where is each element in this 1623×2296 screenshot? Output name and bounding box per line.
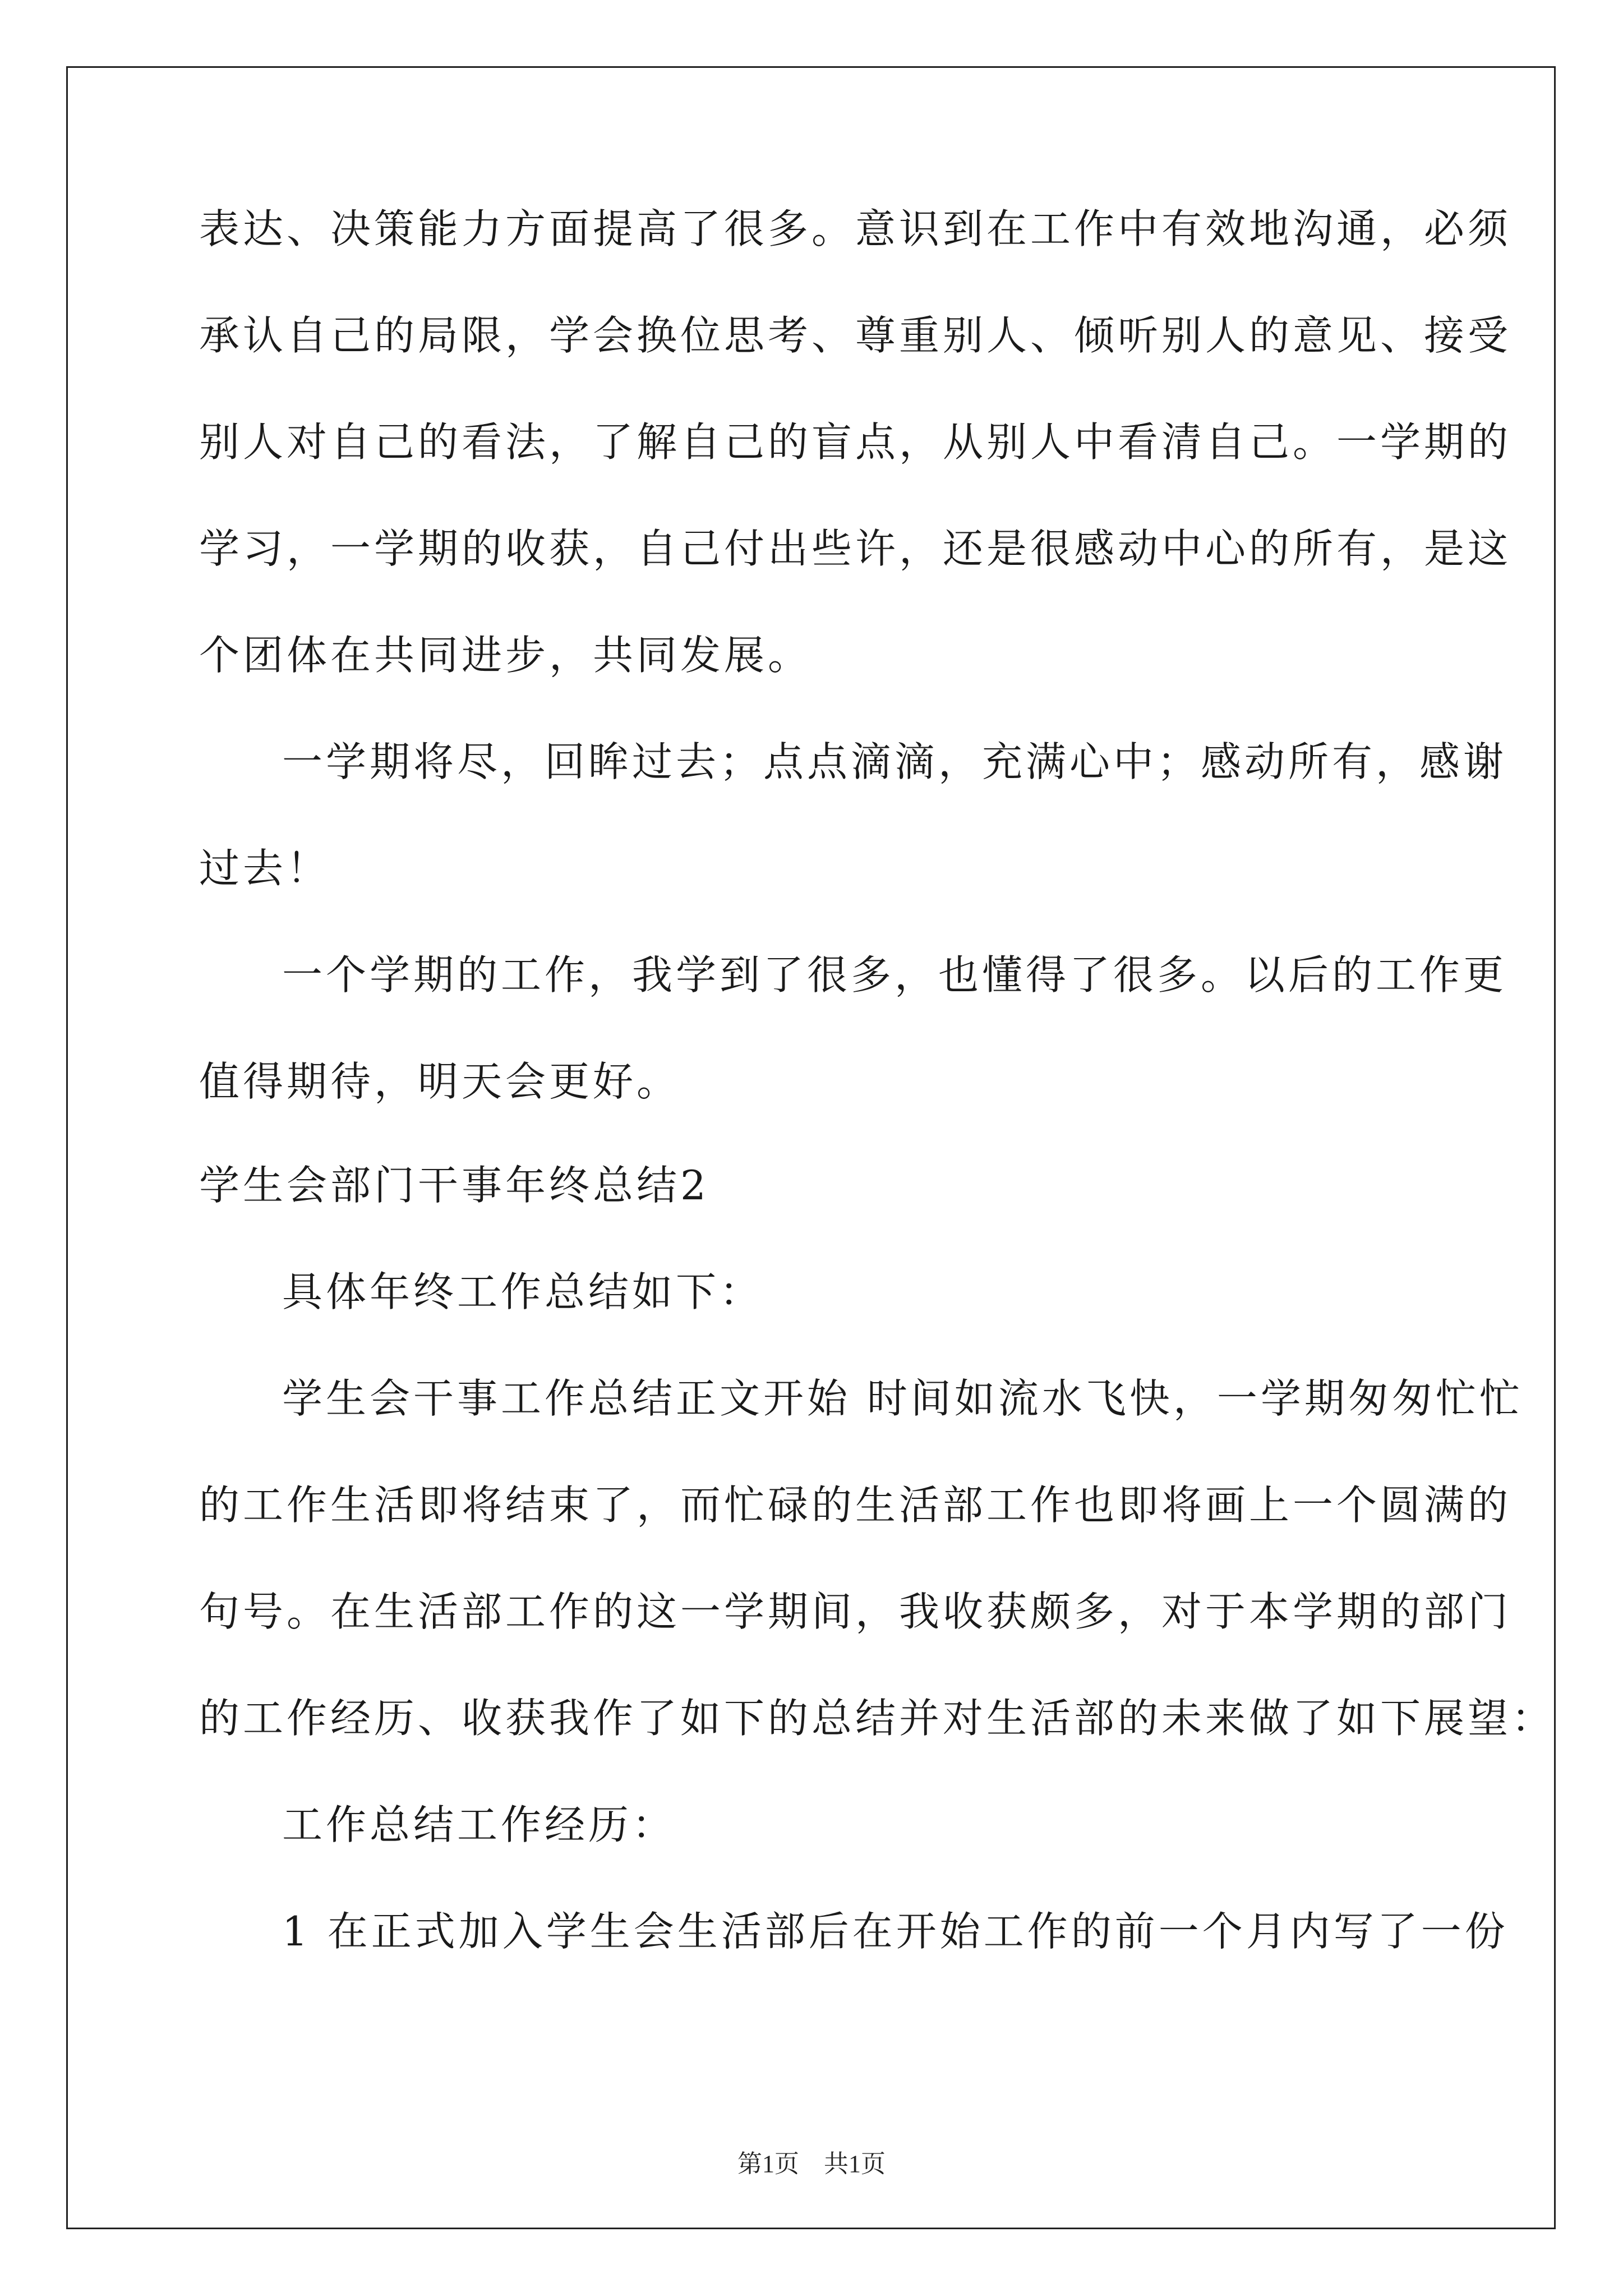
paragraph-line: 具体年终工作总结如下： — [282, 1268, 764, 1315]
paragraph-line: 个团体在共同进步，共同发展。 — [199, 632, 812, 679]
paragraph-line: 句号。在生活部工作的这一学期间，我收获颇多，对于本学期的部门 — [199, 1588, 1512, 1635]
paragraph-line: 工作总结工作经历： — [282, 1801, 676, 1848]
paragraph-line: 一个学期的工作，我学到了很多，也懂得了很多。以后的工作更 — [282, 951, 1507, 999]
paragraph-line: 承认自己的局限，学会换位思考、尊重别人、倾听别人的意见、接受 — [199, 312, 1512, 359]
paragraph-line: 过去！ — [199, 845, 331, 892]
paragraph-line: 的工作生活即将结束了，而忙碌的生活部工作也即将画上一个圆满的 — [199, 1481, 1512, 1529]
paragraph-line: 别人对自己的看法，了解自己的盲点，从别人中看清自己。一学期的 — [199, 418, 1512, 466]
paragraph-line: 值得期待，明天会更好。 — [199, 1058, 681, 1105]
paragraph-line: 学习，一学期的收获，自己付出些许，还是很感动中心的所有，是这 — [199, 525, 1512, 572]
section-heading: 学生会部门干事年终总结2 — [199, 1162, 709, 1209]
paragraph-line: 一学期将尽，回眸过去；点点滴滴，充满心中；感动所有，感谢 — [282, 738, 1507, 785]
page-footer: 第1页 共1页 — [737, 2150, 886, 2178]
paragraph-line: 表达、决策能力方面提高了很多。意识到在工作中有效地沟通，必须 — [199, 205, 1512, 252]
paragraph-line: 1 在正式加入学生会生活部后在开始工作的前一个月内写了一份 — [282, 1908, 1509, 1955]
paragraph-line: 的工作经历、收获我作了如下的总结并对生活部的未来做了如下展望： — [199, 1695, 1556, 1742]
paragraph-line: 学生会干事工作总结正文开始 时间如流水飞快，一学期匆匆忙忙 — [282, 1375, 1523, 1422]
